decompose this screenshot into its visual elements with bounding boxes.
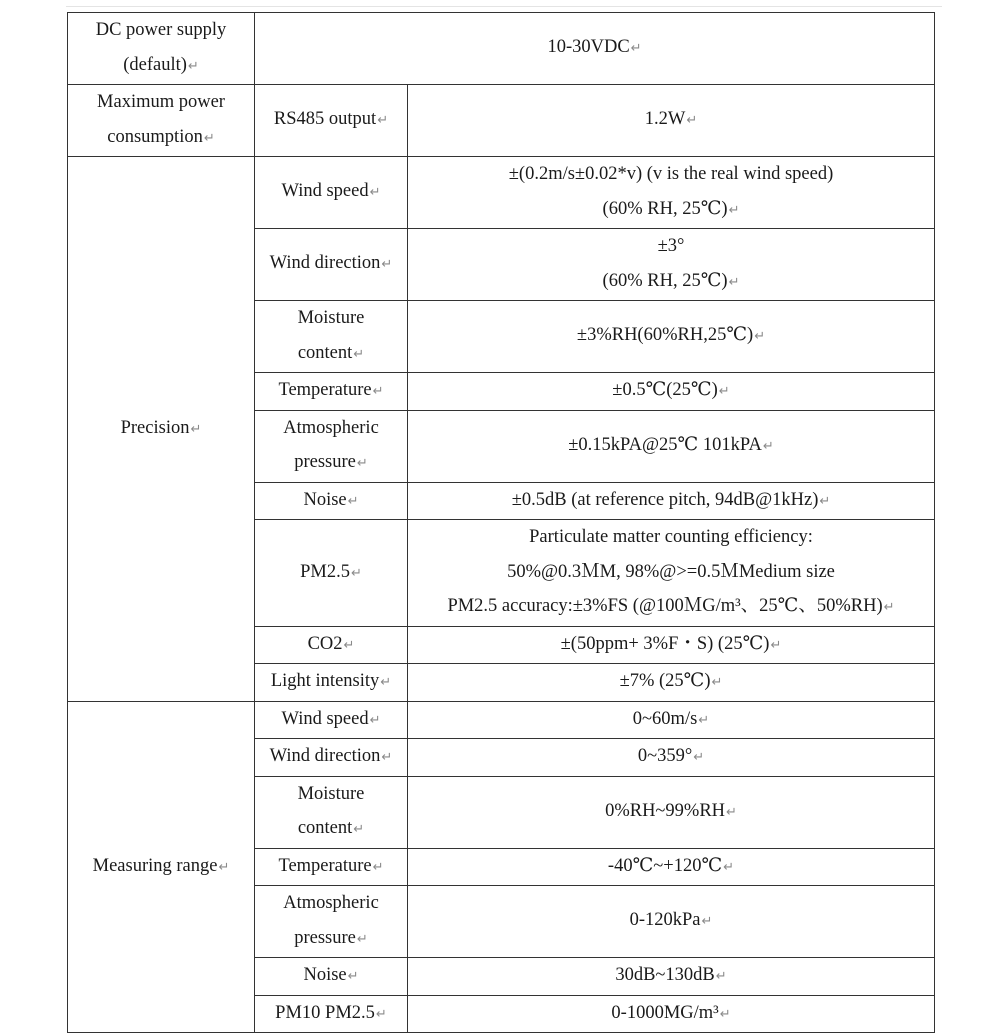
label-line: DC power supply [95,20,227,40]
param-value [408,157,935,229]
return-icon: ↵ [203,130,215,146]
return-icon: ↵ [693,750,705,765]
return-icon: ↵ [726,804,737,820]
cell-line: 0-120kPa↵ [629,910,713,931]
return-icon: ↵ [372,859,384,875]
precision-section [68,157,935,702]
return-icon: ↵ [819,493,831,509]
cell-line: Moisture [297,783,365,804]
table-row [68,157,935,229]
cell-line: Wind direction↵ [269,746,393,766]
cell-line: Temperature↵ [278,380,384,400]
cell-line: 0%RH~99%RH↵ [605,800,737,821]
cell-line: Wind speed↵ [281,181,381,202]
param-value [408,848,935,886]
return-icon: ↵ [381,257,393,273]
cell-line: (60% RH, 25℃)↵ [602,198,740,219]
cell-line: Particulate matter counting efficiency: [529,527,813,547]
sub-param-label [255,776,408,848]
return-icon: ↵ [377,113,389,129]
table-row [68,701,935,739]
param-value [408,482,935,520]
return-icon: ↵ [718,384,730,399]
table-row [68,13,935,85]
param-value [408,373,935,411]
cell-line: Atmospheric [283,893,379,913]
sub-param-label [255,157,408,229]
param-value [408,958,935,996]
return-icon: ↵ [698,712,710,728]
cell-line: PM10 PM2.5↵ [275,1002,387,1023]
cell-line: pressure↵ [294,927,368,948]
return-icon: ↵ [723,859,735,875]
param-value [408,410,935,482]
sub-param-label: RS485 output↵ [255,85,408,157]
top-rule [66,6,942,7]
return-icon: ↵ [356,931,368,947]
return-icon: ↵ [770,637,782,653]
cell-line: ±0.15kPA@25℃ 101kPA↵ [568,434,774,455]
param-value [408,520,935,627]
return-icon: ↵ [711,675,723,690]
param-value [408,886,935,958]
return-icon: ↵ [728,202,740,218]
label-line: consumption↵ [107,126,215,147]
param-value [408,626,935,664]
cell-line: Temperature↵ [278,855,384,876]
sub-param-label [255,520,408,627]
sub-param-label [255,373,408,411]
cell-line: CO2↵ [307,633,355,654]
cell-line: ±7% (25℃)↵ [619,671,723,691]
cell-line: Atmospheric [283,417,379,438]
sub-param-label [255,995,408,1033]
sub-param-label [255,886,408,958]
return-icon: ↵ [343,637,355,653]
cell-line: ±(0.2m/s±0.02*v) (v is the real wind speed) [508,164,834,184]
return-icon: ↵ [350,565,362,581]
return-icon: ↵ [372,384,384,399]
return-icon: ↵ [883,600,895,615]
cell-line: 0~60m/s↵ [632,708,710,729]
label-line: Maximum power [97,92,225,112]
param-value [408,739,935,777]
cell-line: 0~359°↵ [637,746,705,766]
param-value [408,701,935,739]
param-value [408,301,935,373]
cell-line: Noise↵ [303,489,359,510]
sub-param-label [255,848,408,886]
return-icon: ↵ [381,750,393,765]
return-icon: ↵ [728,274,740,290]
group-label: Precision↵ [68,157,255,702]
param-value [408,664,935,702]
param-value [408,776,935,848]
cell-line: ±0.5℃(25℃)↵ [612,380,730,400]
param-label [68,13,255,85]
cell-line: Moisture [297,308,365,328]
sub-param-label [255,701,408,739]
sub-param-label [255,482,408,520]
cell-line: -40℃~+120℃↵ [607,855,735,876]
sub-param-label [255,958,408,996]
cell-line: Wind speed↵ [281,708,381,729]
cell-line: ±3° [657,236,685,256]
cell-line: content↵ [297,818,365,838]
return-icon: ↵ [347,493,359,509]
cell-line: pressure↵ [294,452,368,472]
return-icon: ↵ [190,421,202,437]
sub-param-label [255,410,408,482]
return-icon: ↵ [369,712,381,728]
param-value: 1.2W↵ [408,85,935,157]
param-value [408,995,935,1033]
return-icon: ↵ [218,859,230,875]
sub-param-label [255,229,408,301]
return-icon: ↵ [715,969,727,984]
measuring-range-section [68,701,935,1033]
cell-line: PM2.5 accuracy:±3%FS (@100ＭG/m³、25℃、50%RH)↵ [447,596,895,616]
return-icon: ↵ [380,675,392,690]
return-icon: ↵ [356,456,368,471]
cell-line: 0-1000MG/m³↵ [611,1002,731,1023]
return-icon: ↵ [630,41,642,57]
cell-line: 30dB~130dB↵ [615,965,727,985]
cell-line: Wind direction↵ [269,253,393,274]
cell-line: Light intensity↵ [270,671,392,691]
return-icon: ↵ [353,822,365,837]
return-icon: ↵ [754,329,766,345]
param-value [408,229,935,301]
sub-param-label [255,664,408,702]
cell-line: (60% RH, 25℃)↵ [602,270,740,291]
sub-param-label [255,626,408,664]
cell-line: ±(50ppm+ 3%F・S) (25℃)↵ [560,633,782,654]
sub-param-label [255,739,408,777]
spec-table [67,12,935,1033]
return-icon: ↵ [701,914,713,930]
param-label [68,85,255,157]
param-value: 10-30VDC↵ [255,13,935,85]
return-icon: ↵ [686,113,698,129]
return-icon: ↵ [353,346,365,362]
table-row [68,85,935,157]
group-label: Measuring range↵ [68,701,255,1033]
return-icon: ↵ [347,969,359,984]
return-icon: ↵ [375,1006,387,1022]
cell-line: PM2.5↵ [300,561,362,582]
return-icon: ↵ [369,185,381,201]
sub-param-label [255,301,408,373]
return-icon: ↵ [187,58,199,74]
cell-line: Noise↵ [303,965,359,985]
cell-line: 50%@0.3ＭM, 98%@>=0.5ＭMedium size [507,561,835,582]
label-line: (default)↵ [123,54,199,75]
return-icon: ↵ [719,1006,731,1022]
cell-line: ±0.5dB (at reference pitch, 94dB@1kHz)↵ [511,489,831,510]
return-icon: ↵ [762,438,774,454]
cell-line: content↵ [297,342,365,363]
cell-line: ±3%RH(60%RH,25℃)↵ [576,325,766,346]
